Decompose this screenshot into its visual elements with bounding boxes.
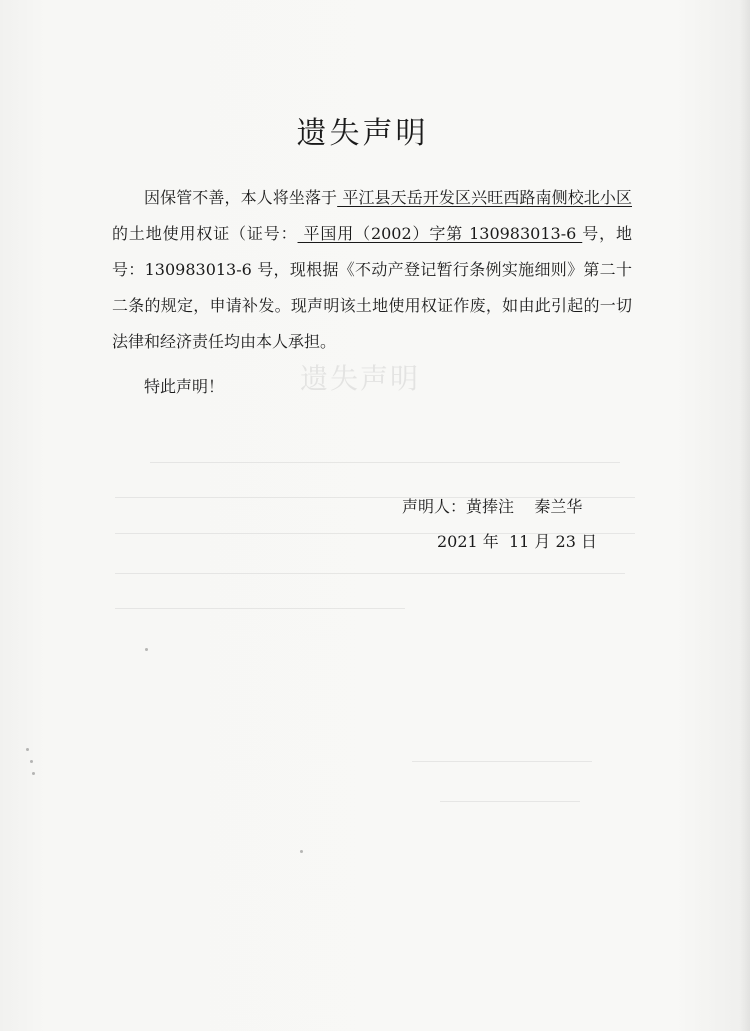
paragraph-text: 号，地号：130983013-6 号，现根据《不动产登记暂行条例实施细则》第二十二条的规定，申请补发。现声明该土地使用权证作废，如由此引起的一切法律和经济责任均由本人承担。 xyxy=(112,224,632,351)
bleed-through-title: 遗失声明 xyxy=(300,362,421,395)
paper-speck xyxy=(30,760,33,763)
bleed-through-line xyxy=(440,801,580,802)
paper-speck xyxy=(32,772,35,775)
bleed-through-line xyxy=(412,761,592,762)
date-line: 2021 年 11 月 23 日 xyxy=(437,532,597,551)
paper-speck xyxy=(145,648,148,651)
paper-speck xyxy=(300,850,303,853)
bleed-through-line xyxy=(115,573,625,574)
statement-paragraph xyxy=(112,180,632,360)
page-title: 遗失声明 xyxy=(296,116,429,152)
paragraph-text: 的土地使用权证（证号： xyxy=(112,224,298,243)
page-edge-shadow xyxy=(740,0,750,1031)
signature-line: 声明人：黄捧注 秦兰华 xyxy=(402,497,583,516)
statement-body xyxy=(112,180,632,405)
location-underlined: 平江县天岳开发区兴旺西路南侧校北小区 xyxy=(337,188,632,207)
paper-speck xyxy=(26,748,29,751)
closing-statement: 特此声明！ xyxy=(144,377,225,396)
certificate-number-underlined: 平国用（2002）字第 130983013-6 xyxy=(297,224,583,243)
paragraph-text: 因保管不善，本人将坐落于 xyxy=(144,188,338,207)
bleed-through-line xyxy=(150,462,620,463)
bleed-through-line xyxy=(115,608,405,609)
